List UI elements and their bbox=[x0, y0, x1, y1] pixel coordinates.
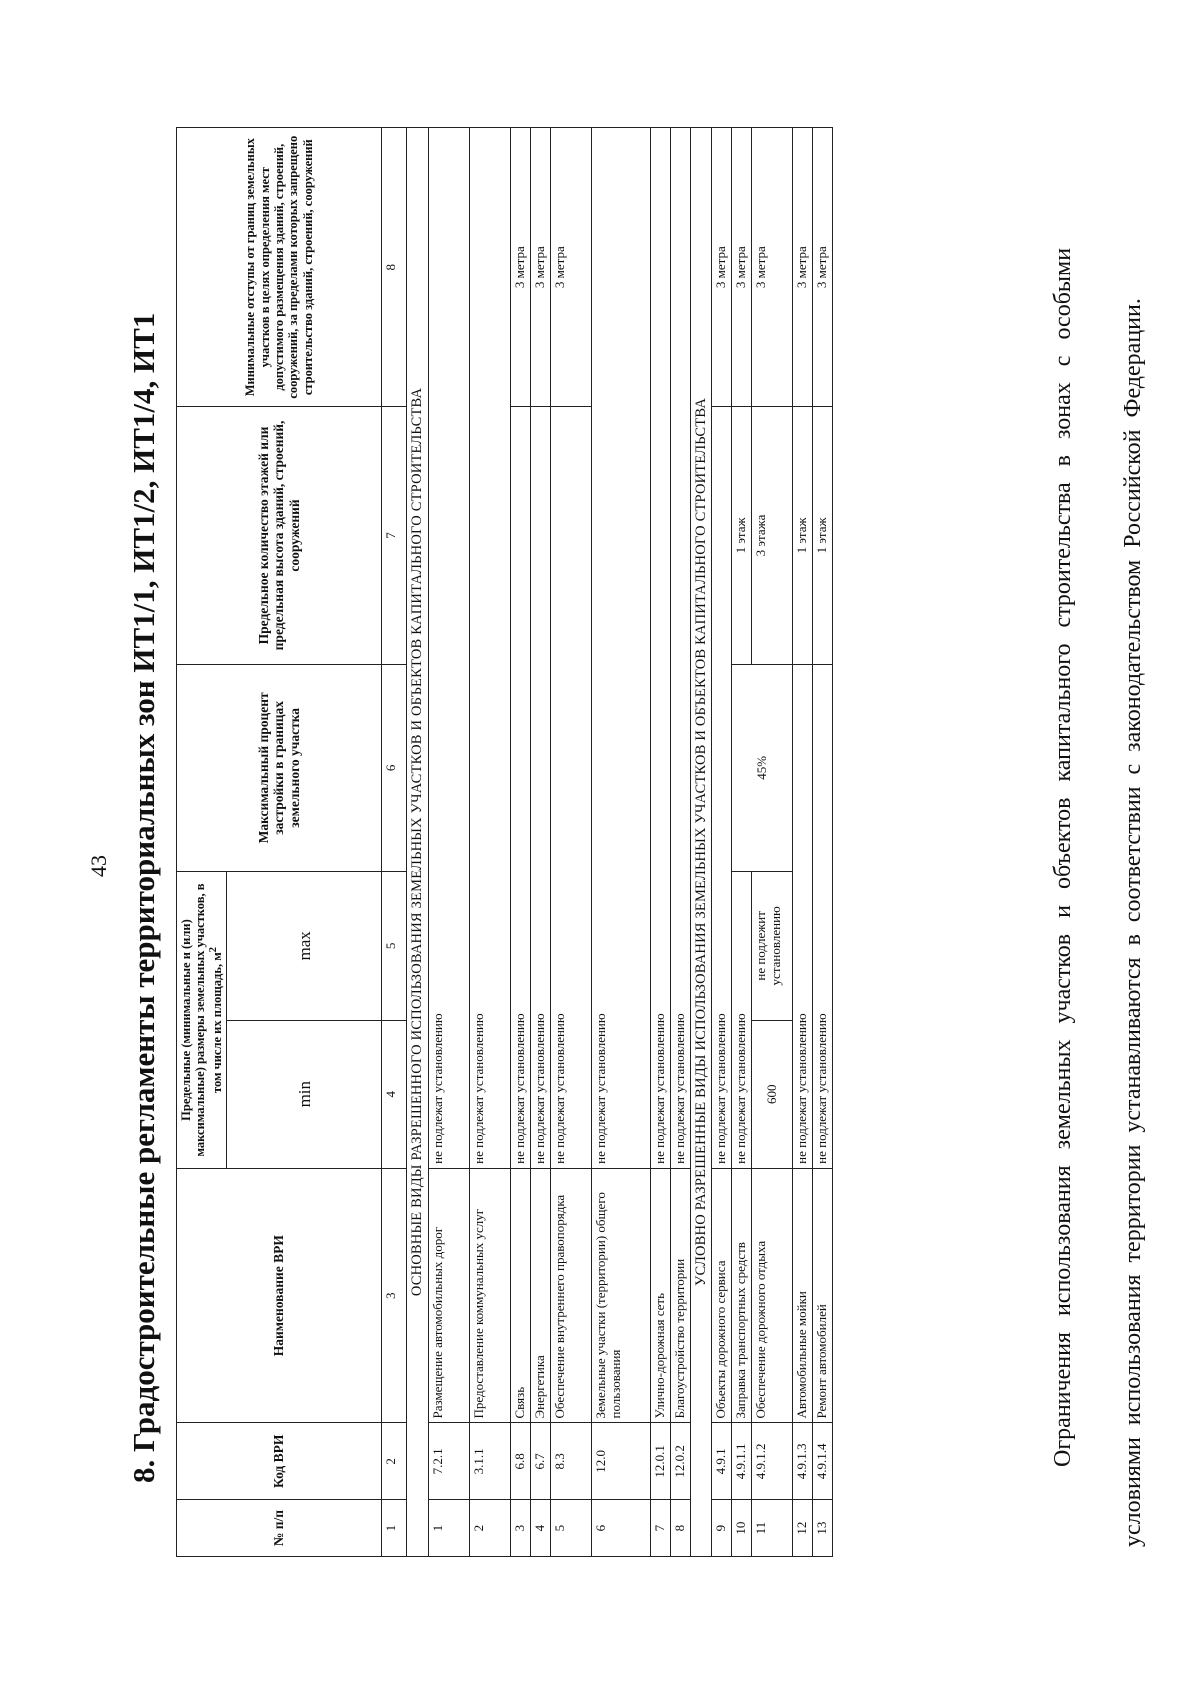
column-numbers-row bbox=[382, 128, 407, 1557]
col-number: 3 bbox=[382, 1168, 407, 1423]
row-name: Обеспечение дорожного отдыха bbox=[752, 1168, 793, 1423]
row-num: 6 bbox=[591, 1500, 650, 1557]
row-num: 1 bbox=[428, 1500, 469, 1557]
row-floors: 1 этаж bbox=[813, 407, 833, 664]
row-setback: 3 метра bbox=[530, 128, 550, 407]
row-not-set: не подлежат установлению bbox=[428, 128, 469, 1169]
row-setback: 3 метра bbox=[752, 128, 793, 407]
col-number: 4 bbox=[382, 1020, 407, 1168]
table-row bbox=[591, 128, 650, 1557]
row-num: 10 bbox=[732, 1500, 752, 1557]
header-floors: Предельное количество этажей или предельная высота зданий, строений, сооружений bbox=[177, 407, 382, 664]
row-not-set: не подлежат установлению bbox=[510, 407, 530, 1168]
table-row bbox=[428, 128, 469, 1557]
row-num: 2 bbox=[469, 1500, 510, 1557]
row-setback: 3 метра bbox=[793, 128, 813, 407]
section-main-title: ОСНОВНЫЕ ВИДЫ РАЗРЕШЕННОГО ИСПОЛЬЗОВАНИЯ ЗЕМЕЛЬНЫХ УЧАСТКОВ И ОБЪЕКТОВ КАПИТАЛЬНОГО СТРОИТЕЛЬСТВА bbox=[407, 128, 429, 1557]
row-code: 6.8 bbox=[510, 1423, 530, 1500]
col-number: 2 bbox=[382, 1423, 407, 1500]
row-not-set: не подлежат установлению bbox=[591, 128, 650, 1169]
row-num: 5 bbox=[550, 1500, 591, 1557]
col-number: 5 bbox=[382, 872, 407, 1020]
paragraph-line-1: Ограничения использования земельных участков и объектов капитального строительства в зонах с особыми bbox=[1050, 247, 1076, 1467]
row-num: 12 bbox=[793, 1500, 813, 1557]
row-name: Автомобильные мойки bbox=[793, 1168, 813, 1423]
row-not-set: не подлежат установлению bbox=[712, 407, 732, 1168]
table-row bbox=[510, 128, 530, 1557]
row-not-set: не подлежат установлению bbox=[670, 128, 690, 1169]
row-num: 7 bbox=[650, 1500, 670, 1557]
section-row bbox=[690, 128, 712, 1557]
header-code: Код ВРИ bbox=[177, 1423, 382, 1500]
row-not-set: не подлежат установлению bbox=[550, 407, 591, 1168]
row-code: 4.9.1.3 bbox=[793, 1423, 813, 1500]
row-name: Благоустройство территории bbox=[670, 1168, 690, 1423]
row-num: 11 bbox=[752, 1500, 793, 1557]
table-row bbox=[469, 128, 510, 1557]
header-size-group: Предельные (минимальные и (или) максимальные) размеры земельных участков, в том числе их площадь, $м^2$ bbox=[177, 872, 227, 1169]
row-setback: 3 метра bbox=[510, 128, 530, 407]
row-not-set: не подлежат установлению bbox=[813, 664, 833, 1168]
table-row bbox=[670, 128, 690, 1557]
row-setback: 3 метра bbox=[550, 128, 591, 407]
row-percent: 45% bbox=[732, 664, 793, 872]
row-not-set: не подлежат установлению bbox=[469, 128, 510, 1169]
section-conditional-title: УСЛОВНО РАЗРЕШЕННЫЕ ВИДЫ ИСПОЛЬЗОВАНИЯ ЗЕМЕЛЬНЫХ УЧАСТКОВ И ОБЪЕКТОВ КАПИТАЛЬНОГО СТРОИТЕЛЬСТВА bbox=[690, 128, 712, 1557]
table-row bbox=[530, 128, 550, 1557]
table-row bbox=[813, 128, 833, 1557]
row-setback: 3 метра bbox=[732, 128, 752, 407]
header-num: № п/п bbox=[177, 1500, 382, 1557]
col-number: 8 bbox=[382, 128, 407, 407]
table-row bbox=[793, 128, 813, 1557]
row-setback: 3 метра bbox=[813, 128, 833, 407]
row-num: 9 bbox=[712, 1500, 732, 1557]
header-setback: Минимальные отступы от границ земельных участков в целях определения мест допустимого размещения зданий, строений, сооружений, за пределами которых запрещено строительство зданий, строений, сооружений bbox=[177, 128, 382, 407]
table-row bbox=[650, 128, 670, 1557]
header-max: max bbox=[227, 872, 382, 1020]
row-code: 4.9.1.1 bbox=[732, 1423, 752, 1500]
row-code: 7.2.1 bbox=[428, 1423, 469, 1500]
col-number: 7 bbox=[382, 407, 407, 664]
row-max: не подлежит установлению bbox=[752, 872, 793, 1020]
row-code: 4.9.1.2 bbox=[752, 1423, 793, 1500]
row-name: Земельные участки (территории) общего пользования bbox=[591, 1168, 650, 1423]
row-num: 3 bbox=[510, 1500, 530, 1557]
row-name: Обеспечение внутреннего правопорядка bbox=[550, 1168, 591, 1423]
table-row bbox=[712, 128, 732, 1557]
row-floors: 3 этажа bbox=[752, 407, 793, 664]
row-name: Энергетика bbox=[530, 1168, 550, 1423]
row-code: 4.9.1 bbox=[712, 1423, 732, 1500]
row-name: Предоставление коммунальных услуг bbox=[469, 1168, 510, 1423]
section-row bbox=[407, 128, 429, 1557]
row-name: Объекты дорожного сервиса bbox=[712, 1168, 732, 1423]
regulations-table bbox=[176, 127, 833, 1557]
paragraph-line-2: условиями использования территории устанавливаются в соответствии с законодательством Российской Федерации. bbox=[1120, 298, 1146, 1547]
row-name: Заправка транспортных средств bbox=[732, 1168, 752, 1423]
row-min: 600 bbox=[752, 1020, 793, 1168]
page-title: 8. Градостроительные регламенты территориальных зон ИТ1/1, ИТ1/2, ИТ1/4, ИТ1 bbox=[126, 312, 161, 1483]
row-name: Ремонт автомобилей bbox=[813, 1168, 833, 1423]
row-name: Улично-дорожная сеть bbox=[650, 1168, 670, 1423]
row-setback: 3 метра bbox=[712, 128, 732, 407]
row-not-set: не подлежат установлению bbox=[732, 872, 752, 1169]
row-code: 12.0.2 bbox=[670, 1423, 690, 1500]
row-code: 12.0 bbox=[591, 1423, 650, 1500]
row-not-set: не подлежат установлению bbox=[650, 128, 670, 1169]
header-percent: Максимальный процент застройки в границах земельного участка bbox=[177, 664, 382, 872]
row-not-set: не подлежат установлению bbox=[530, 407, 550, 1168]
row-code: 12.0.1 bbox=[650, 1423, 670, 1500]
header-name: Наименование ВРИ bbox=[177, 1168, 382, 1423]
col-number: 6 bbox=[382, 664, 407, 872]
row-code: 8.3 bbox=[550, 1423, 591, 1500]
row-code: 4.9.1.4 bbox=[813, 1423, 833, 1500]
row-num: 4 bbox=[530, 1500, 550, 1557]
table-row bbox=[732, 128, 752, 1557]
row-floors: 1 этаж bbox=[732, 407, 752, 664]
row-name: Связь bbox=[510, 1168, 530, 1423]
row-code: 3.1.1 bbox=[469, 1423, 510, 1500]
row-not-set: не подлежат установлению bbox=[793, 664, 813, 1168]
row-num: 8 bbox=[670, 1500, 690, 1557]
row-num: 13 bbox=[813, 1500, 833, 1557]
row-code: 6.7 bbox=[530, 1423, 550, 1500]
row-floors: 1 этаж bbox=[793, 407, 813, 664]
row-name: Размещение автомобильных дорог bbox=[428, 1168, 469, 1423]
page-number: 43 bbox=[86, 855, 111, 877]
header-min: min bbox=[227, 1020, 382, 1168]
table-row bbox=[550, 128, 591, 1557]
header-row bbox=[177, 128, 227, 1557]
col-number: 1 bbox=[382, 1500, 407, 1557]
